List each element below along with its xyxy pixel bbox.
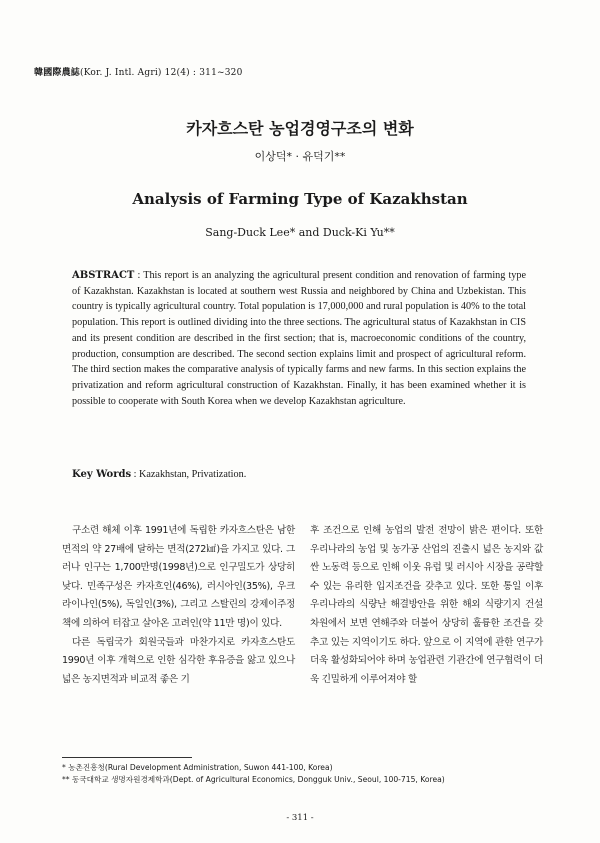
abstract	[72, 268, 526, 409]
abstract-text: : This report is an analyzing the agricultural present condition and renovation of farming type of Kazakhstan. Kazakhstan is located at southern west Russia and neighbored by China and Uzbekistan. This country is typically agricultural country. Total population is 17,000,000 and rural population is 40% to the total population. This report is outlined dividing into the three sections. The agricultural status of Kazakhstan in CIS and its present condition are described in the first section; that is, macroeconomic conditions of the country, production, consumption are described. The second section explains limit and prospect of agricultural reform. The third section makes the comparative analysis of typically farms and new farms. In this section explains the privatization and reform agricultural construction of Kazakhstan. Finally, it has been examined whether it is possible to cooperate with South Korea when we develop Kazakhstan agriculture.	[72, 270, 526, 407]
body-column-left	[62, 522, 295, 689]
title-english: Analysis of Farming Type of Kazakhstan	[132, 190, 468, 208]
page-number: - 311 -	[286, 813, 314, 823]
keywords-text: : Kazakhstan, Privatization.	[131, 469, 247, 480]
body-paragraph: 다른 독립국가 회원국들과 마찬가지로 카자흐스탄도 1990년 이후 개혁으로 인한 심각한 후유증을 앓고 있으나 넓은 농지면적과 비교적 좋은 기	[62, 636, 295, 685]
journal-name-ko: 韓國際農誌	[34, 68, 81, 78]
body-column-right	[310, 522, 543, 689]
body-paragraph: 후 조건으로 인해 농업의 발전 전망이 밝은 편이다. 또한 우리나라의 농업 및 농가공 산업의 진출시 넓은 농지와 값싼 노동력 등으로 인해 이웃 유럽 및 러시아 시장을 공략할 수 있는 유리한 입지조건을 갖추고 있다. 또한 통일 이후 우리나라의 식량난 해결방안을 위한 해외 식량기지 건설 차원에서 보면 연해주와 더불어 상당히 훌륭한 조건을 갖추고 있는 지역이기도 하다. 앞으로 이 지역에 관한 연구가 더욱 활성화되어야 하며 농업관련 기관간에 연구협력이 더욱 긴밀하게 이루어져야 할	[310, 525, 543, 685]
footnote-divider	[62, 757, 192, 758]
authors-english: Sang-Duck Lee* and Duck-Ki Yu**	[205, 226, 395, 239]
body-paragraph: 구소련 해체 이후 1991년에 독립한 카자흐스탄은 남한면적의 약 27배에 달하는 면적(272㎢)을 가지고 있다. 그러나 인구는 1,700만명(1998년)으로 인구밀도가 상당히 낮다. 민족구성은 카자흐인(46%), 러시아인(35%), 우크라이나인(5%), 독일인(3%), 그리고 스탈린의 강제이주정책에 의하여 터잡고 살아온 고려인(약 11만 명)이 있다.	[62, 525, 295, 629]
footnote-2: ** 동국대학교 생명자원경제학과(Dept. of Agricultural Economics, Dongguk Univ., Seoul, 100-715, Korea)	[62, 775, 445, 784]
abstract-label: ABSTRACT	[72, 270, 135, 281]
journal-citation	[34, 65, 243, 78]
keywords	[72, 469, 246, 480]
journal-name-en: (Kor. J. Intl. Agri) 12(4) : 311~320	[80, 68, 243, 78]
footnotes	[62, 762, 445, 786]
keywords-label: Key Words	[72, 469, 132, 480]
title-korean: 카자흐스탄 농업경영구조의 변화	[186, 119, 414, 138]
authors-korean: 이상덕* · 유덕기**	[254, 150, 346, 163]
footnote-1: * 농촌진흥청(Rural Development Administration, Suwon 441-100, Korea)	[62, 763, 333, 772]
